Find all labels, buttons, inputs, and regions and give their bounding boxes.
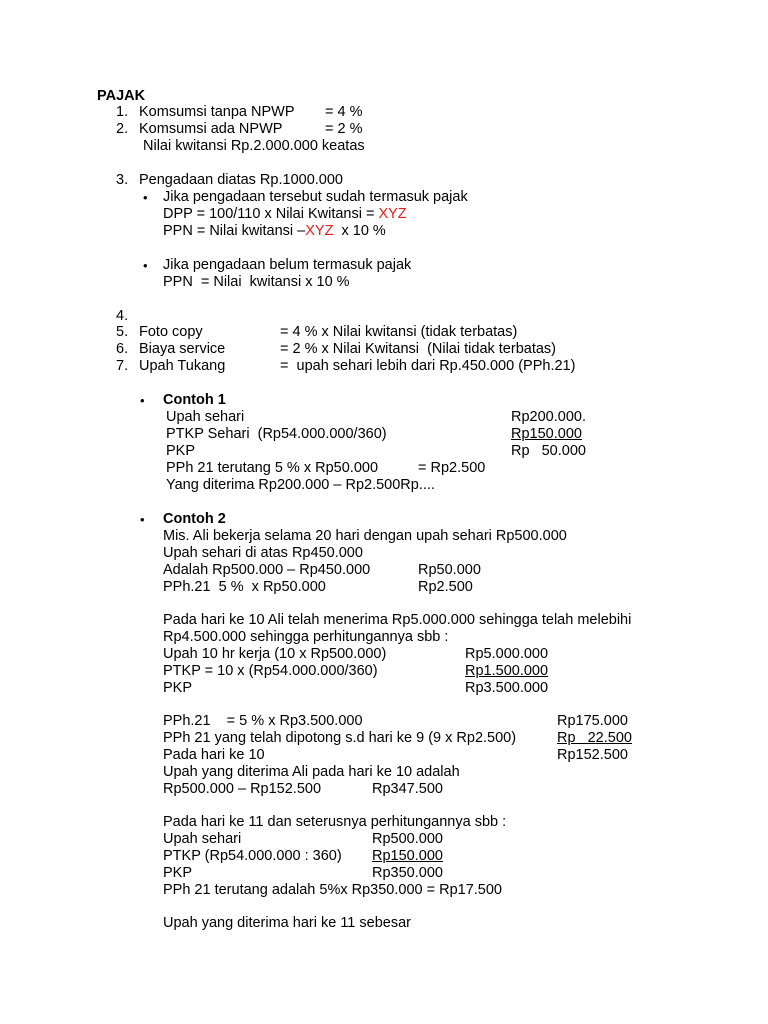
item-note: Nilai kwitansi Rp.2.000.000 keatas <box>143 138 365 154</box>
bullet-icon: • <box>143 190 148 205</box>
item-label: Pengadaan diatas Rp.1000.000 <box>139 172 343 188</box>
calc-value: Rp2.500 <box>418 579 473 595</box>
example-title: Contoh 1 <box>163 392 226 408</box>
calc-value: Rp350.000 <box>372 865 443 881</box>
calc-label: PPh.21 5 % x Rp50.000 <box>163 579 326 595</box>
bullet-text: Jika pengadaan belum termasuk pajak <box>163 257 412 273</box>
calc-label: Rp500.000 – Rp152.500 <box>163 781 322 797</box>
calc-label: Adalah Rp500.000 – Rp450.000 <box>163 562 371 578</box>
calc-label: Upah 10 hr kerja (10 x Rp500.000) <box>163 646 387 662</box>
calc-label: PTKP (Rp54.000.000 : 360) <box>163 848 342 864</box>
item-value: = 4 % <box>325 104 363 120</box>
calc-label: PPh 21 terutang 5 % x Rp50.000 <box>166 460 379 476</box>
item-value: = 4 % x Nilai kwitansi (tidak terbatas) <box>280 324 518 340</box>
calc-value: Rp200.000. <box>511 409 586 425</box>
calc-label: Yang diterima Rp200.000 – Rp2.500Rp.... <box>166 477 435 493</box>
calc-value: Rp347.500 <box>372 781 443 797</box>
calc-value: Rp150.000 <box>511 426 582 442</box>
calc-value: Rp152.500 <box>557 747 628 763</box>
calc-value: Rp 22.500 <box>557 730 632 746</box>
calc-label: Pada hari ke 10 <box>163 747 265 763</box>
calc-value: Rp3.500.000 <box>465 680 549 696</box>
calc-label: PTKP Sehari (Rp54.000.000/360) <box>166 426 387 442</box>
calc-value: Rp50.000 <box>418 562 481 578</box>
example-text: Pada hari ke 10 Ali telah menerima Rp5.000.000 sehingga telah melebihi <box>163 612 632 628</box>
calc-value: Rp150.000 <box>372 848 443 864</box>
item-number: 2. <box>116 121 129 137</box>
example-text: Upah sehari di atas Rp450.000 <box>163 545 363 561</box>
bullet-icon: • <box>143 258 148 273</box>
calc-value: Rp1.500.000 <box>465 663 549 679</box>
example-text: Rp4.500.000 sehingga perhitungannya sbb : <box>163 629 449 645</box>
bullet-icon: • <box>140 393 145 408</box>
example-title: Contoh 2 <box>163 511 226 527</box>
calc-label: Upah sehari <box>166 409 245 425</box>
item-value: = 2 % <box>325 121 363 137</box>
item-value: = 2 % x Nilai Kwitansi (Nilai tidak terbatas) <box>280 341 557 357</box>
ppn-formula: PPN = Nilai kwitansi –XYZ x 10 % <box>163 223 386 239</box>
bullet-icon: • <box>140 512 145 527</box>
example-text: Upah yang diterima Ali pada hari ke 10 adalah <box>163 764 460 780</box>
ppn-formula: PPN = Nilai kwitansi x 10 % <box>163 274 350 290</box>
item-label: Komsumsi tanpa NPWP <box>139 104 295 120</box>
item-label: Biaya service <box>139 341 226 357</box>
item-value: = upah sehari lebih dari Rp.450.000 (PPh.21) <box>280 358 576 374</box>
item-label: Upah Tukang <box>139 358 226 374</box>
calc-label: PTKP = 10 x (Rp54.000.000/360) <box>163 663 378 679</box>
example-text: Upah yang diterima hari ke 11 sebesar <box>163 915 411 931</box>
calc-value: Rp175.000 <box>557 713 628 729</box>
example-text: Mis. Ali bekerja selama 20 hari dengan upah sehari Rp500.000 <box>163 528 567 544</box>
calc-label: PKP <box>163 680 193 696</box>
calc-value: Rp5.000.000 <box>465 646 549 662</box>
calc-label: PKP <box>163 865 193 881</box>
calc-label: PPh.21 = 5 % x Rp3.500.000 <box>163 713 363 729</box>
calc-value: = Rp2.500 <box>418 460 486 476</box>
page-title: PAJAK <box>97 88 146 104</box>
calc-label: PPh 21 terutang adalah 5%x Rp350.000 = Rp17.500 <box>163 882 502 898</box>
item-number: 1. <box>116 104 129 120</box>
dpp-formula: DPP = 100/110 x Nilai Kwitansi = XYZ <box>163 206 407 222</box>
item-label: Komsumsi ada NPWP <box>139 121 283 137</box>
calc-label: PPh 21 yang telah dipotong s.d hari ke 9 (9 x Rp2.500) <box>163 730 517 746</box>
example-text: Pada hari ke 11 dan seterusnya perhitungannya sbb : <box>163 814 507 830</box>
calc-label: Upah sehari <box>163 831 242 847</box>
calc-value: Rp500.000 <box>372 831 443 847</box>
item-number: 6. <box>116 341 129 357</box>
item-number: 5. <box>116 324 129 340</box>
item-number: 7. <box>116 358 129 374</box>
item-number: 4. <box>116 308 129 324</box>
bullet-text: Jika pengadaan tersebut sudah termasuk pajak <box>163 189 468 205</box>
calc-label: PKP <box>166 443 196 459</box>
item-number: 3. <box>116 172 129 188</box>
item-label: Foto copy <box>139 324 203 340</box>
calc-value: Rp 50.000 <box>511 443 586 459</box>
